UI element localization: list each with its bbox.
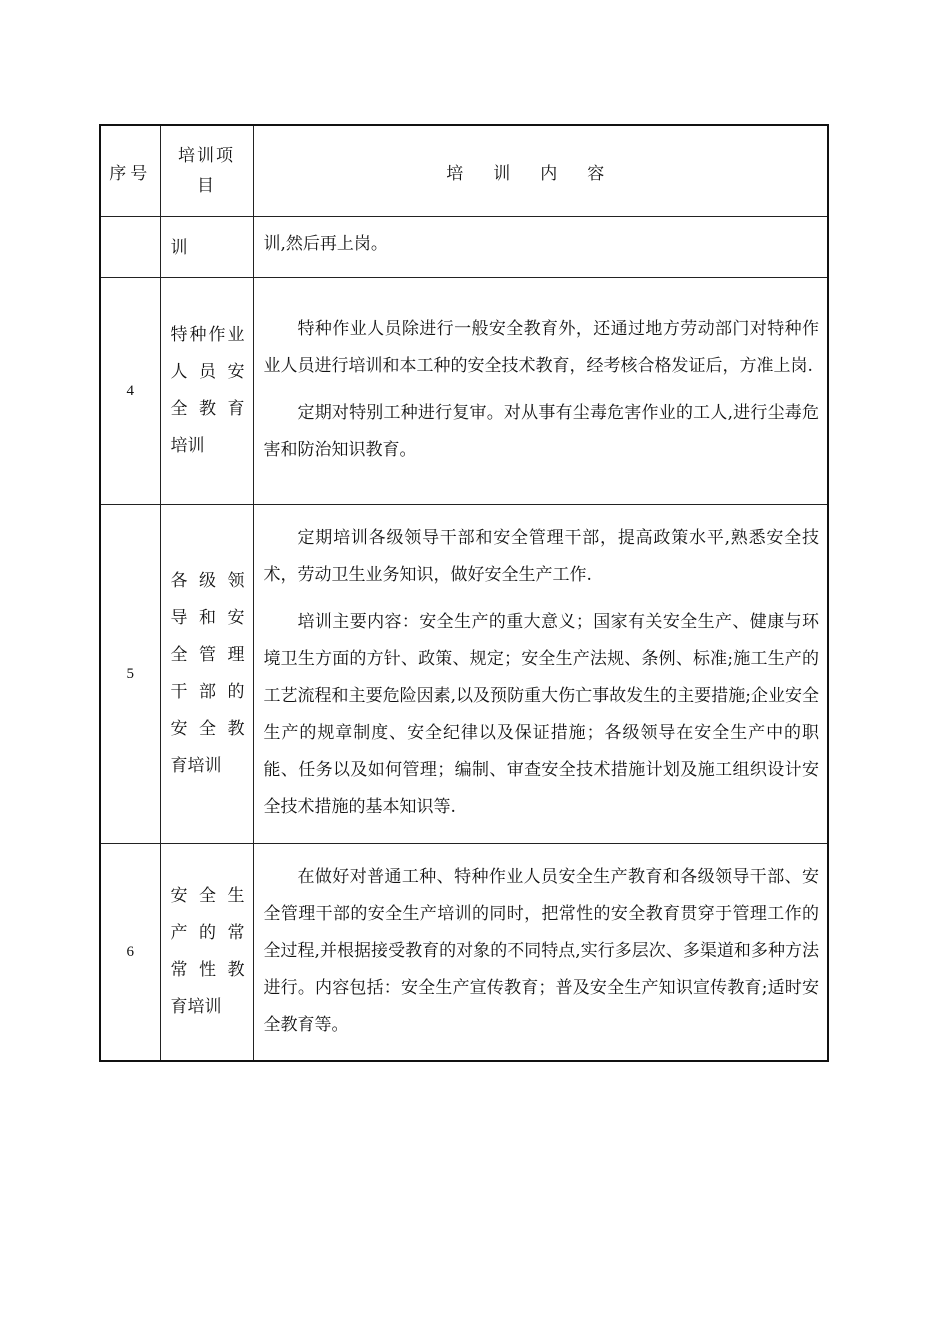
table-row bbox=[100, 278, 828, 505]
row-item bbox=[160, 844, 253, 1062]
table-header-row bbox=[100, 125, 828, 217]
row-item-line: 导和安 bbox=[170, 608, 245, 628]
row-item-line: 全管理 bbox=[170, 645, 245, 665]
row-item-line: 各级领 bbox=[170, 571, 245, 591]
header-training-content: 培训内容 bbox=[253, 125, 828, 217]
content-paragraph: 定期培训各级领导干部和安全管理干部，提高政策水平,熟悉安全技术，劳动卫生业务知识，做好安全生产工作. bbox=[263, 528, 819, 585]
row-item-line: 产的常 bbox=[170, 923, 245, 943]
row-item-line: 全教育 bbox=[170, 399, 245, 419]
header-item-line: 培训项 bbox=[178, 146, 235, 166]
row-number: 4 bbox=[100, 278, 160, 505]
header-training-item bbox=[160, 125, 253, 217]
row-number bbox=[100, 217, 160, 278]
table-row bbox=[100, 844, 828, 1062]
row-content bbox=[253, 217, 828, 278]
row-item-line: 特种作业 bbox=[170, 325, 245, 345]
row-item-line: 培训 bbox=[170, 436, 205, 456]
row-item bbox=[160, 505, 253, 844]
row-content bbox=[253, 505, 828, 844]
table-row bbox=[100, 505, 828, 844]
row-item-line: 安全教 bbox=[170, 719, 245, 739]
row-item-line: 育培训 bbox=[170, 997, 222, 1017]
row-item bbox=[160, 217, 253, 278]
content-paragraph: 定期对特别工种进行复审。对从事有尘毒危害作业的工人,进行尘毒危害和防治知识教育。 bbox=[263, 403, 819, 460]
row-item bbox=[160, 278, 253, 505]
content-paragraph: 培训主要内容：安全生产的重大意义；国家有关安全生产、健康与环境卫生方面的方针、政策、规定；安全生产法规、条例、标准;施工生产的工艺流程和主要危险因素,以及预防重大伤亡事故发生的主要措施;企业安全生产的规章制度、安全纪律以及保证措施；各级领导在安全生产中的职能、任务以及如何管理；编制、审查安全技术措施计划及施工组织设计安全技术措施的基本知识等. bbox=[263, 612, 819, 817]
row-item-line: 人员安 bbox=[170, 362, 245, 382]
content-paragraph: 在做好对普通工种、特种作业人员安全生产教育和各级领导干部、安全管理干部的安全生产培训的同时，把常性的安全教育贯穿于管理工作的全过程,并根据接受教育的对象的不同特点,实行多层次、多渠道和多种方法进行。内容包括：安全生产宣传教育；普及安全生产知识宣传教育;适时安全教育等。 bbox=[263, 866, 819, 1035]
row-number: 6 bbox=[100, 844, 160, 1062]
header-serial-number: 序号 bbox=[100, 125, 160, 217]
content-paragraph: 训,然后再上岗。 bbox=[263, 233, 388, 254]
row-item-line: 安全生 bbox=[170, 886, 245, 906]
row-number: 5 bbox=[100, 505, 160, 844]
row-item-line: 训 bbox=[170, 237, 188, 258]
row-item-line: 干部的 bbox=[170, 682, 245, 702]
header-item-line: 目 bbox=[197, 176, 216, 196]
row-item-line: 育培训 bbox=[170, 756, 222, 776]
row-content bbox=[253, 844, 828, 1062]
training-table bbox=[99, 124, 829, 1062]
row-item-line: 常性教 bbox=[170, 960, 245, 980]
row-content bbox=[253, 278, 828, 505]
content-paragraph: 特种作业人员除进行一般安全教育外，还通过地方劳动部门对特种作业人员进行培训和本工种的安全技术教育，经考核合格发证后，方准上岗. bbox=[263, 319, 819, 376]
table-row bbox=[100, 217, 828, 278]
